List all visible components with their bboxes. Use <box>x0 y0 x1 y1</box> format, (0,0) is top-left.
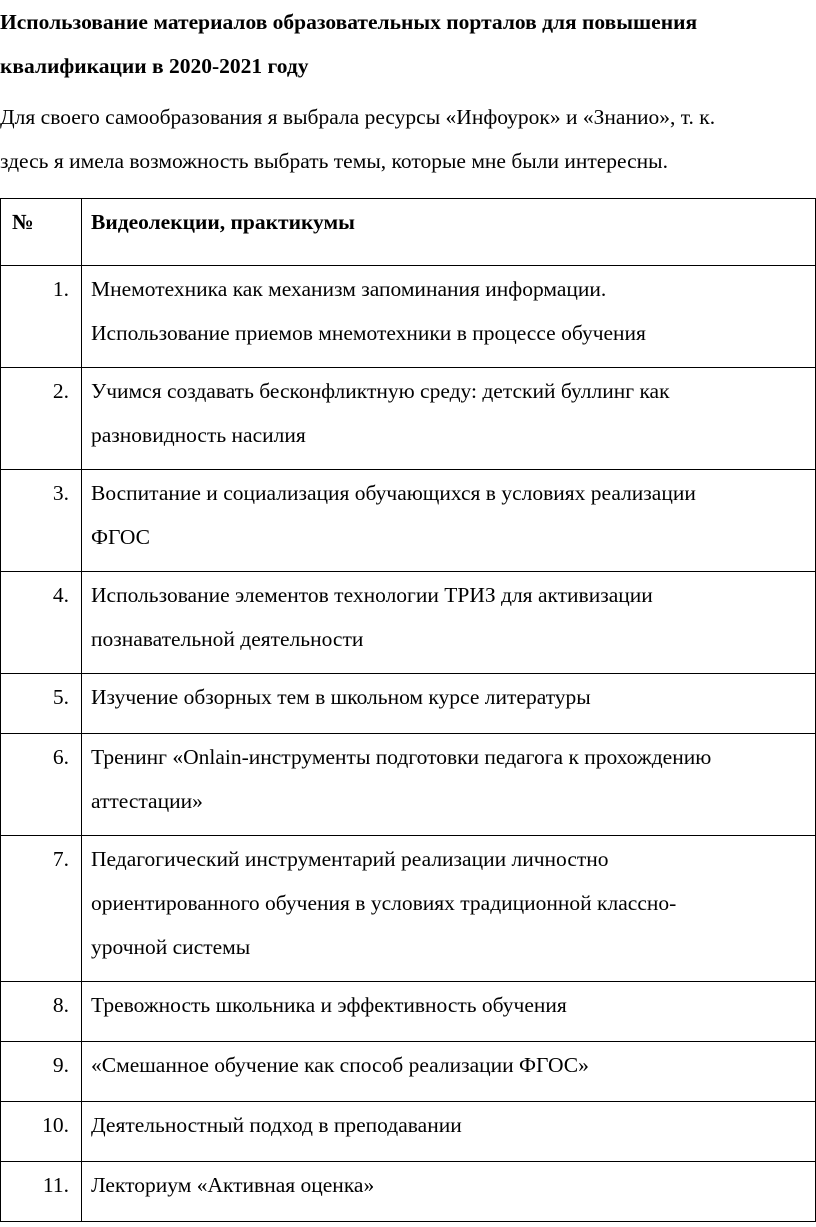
header-topic-cell <box>82 199 816 266</box>
table-row <box>1 572 816 674</box>
row-num-text: 9. <box>52 1053 69 1077</box>
topic-line: урочной системы <box>91 935 251 959</box>
topic-line: Педагогический инструментарий реализации личностно <box>91 847 609 871</box>
topic-line: ориентированного обучения в условиях традиционной классно- <box>91 891 677 915</box>
topic-line: ФГОС <box>91 525 151 549</box>
row-num-text: 4. <box>52 583 69 607</box>
table-row <box>1 368 816 470</box>
row-topic <box>82 266 816 368</box>
row-num <box>1 982 82 1042</box>
row-topic <box>82 1042 816 1102</box>
table-row <box>1 1042 816 1102</box>
row-num <box>1 1102 82 1162</box>
table-row <box>1 1162 816 1222</box>
lessons-table <box>0 198 816 1222</box>
document-title <box>0 0 816 88</box>
topic-line: Использование элементов технологии ТРИЗ для активизации <box>91 583 653 607</box>
table-row <box>1 1102 816 1162</box>
row-num-text: 7. <box>52 847 69 871</box>
table-row <box>1 470 816 572</box>
row-topic <box>82 470 816 572</box>
title-line: квалификации в 2020-2021 году <box>0 54 309 78</box>
table-row <box>1 734 816 836</box>
row-num-text: 8. <box>52 993 69 1017</box>
row-num-text: 2. <box>52 379 69 403</box>
row-num-text: 11. <box>42 1173 69 1197</box>
row-topic <box>82 1162 816 1222</box>
row-topic <box>82 836 816 982</box>
header-num: № <box>12 210 34 234</box>
row-topic <box>82 734 816 836</box>
topic-line: познавательной деятельности <box>91 627 364 651</box>
topic-line: Воспитание и социализация обучающихся в условиях реализации <box>91 481 696 505</box>
row-num <box>1 836 82 982</box>
table-header-row <box>1 199 816 266</box>
row-num-text: 5. <box>52 685 69 709</box>
topic-line: Учимся создавать бесконфликтную среду: детский буллинг как <box>91 379 670 403</box>
row-num <box>1 674 82 734</box>
intro-line: Для своего самообразования я выбрала ресурсы «Инфоурок» и «Знанио», т. к. <box>0 105 716 129</box>
row-topic <box>82 572 816 674</box>
header-topic: Видеолекции, практикумы <box>91 210 355 234</box>
row-num-text: 1. <box>52 277 69 301</box>
topic-line: Деятельностный подход в преподавании <box>91 1113 462 1137</box>
topic-line: Лекториум «Активная оценка» <box>91 1173 375 1197</box>
row-topic <box>82 1102 816 1162</box>
topic-line: Мнемотехника как механизм запоминания информации. <box>91 277 607 301</box>
topic-line: Использование приемов мнемотехники в процессе обучения <box>91 321 646 345</box>
topic-line: аттестации» <box>91 789 203 813</box>
intro-line: здесь я имела возможность выбрать темы, которые мне были интересны. <box>0 149 668 173</box>
topic-line: Тревожность школьника и эффективность обучения <box>91 993 567 1017</box>
topic-line: Изучение обзорных тем в школьном курсе литературы <box>91 685 591 709</box>
row-num-text: 10. <box>42 1113 69 1137</box>
table-row <box>1 266 816 368</box>
topic-line: «Смешанное обучение как способ реализации ФГОС» <box>91 1053 589 1077</box>
intro-paragraph <box>0 95 816 183</box>
topic-line: разновидность насилия <box>91 423 306 447</box>
row-num <box>1 1162 82 1222</box>
row-num <box>1 470 82 572</box>
row-topic <box>82 982 816 1042</box>
row-num <box>1 266 82 368</box>
row-num <box>1 734 82 836</box>
row-num <box>1 572 82 674</box>
row-num <box>1 368 82 470</box>
row-topic <box>82 368 816 470</box>
table-row <box>1 836 816 982</box>
table-row <box>1 674 816 734</box>
row-num-text: 6. <box>52 745 69 769</box>
row-num-text: 3. <box>52 481 69 505</box>
row-num <box>1 1042 82 1102</box>
row-topic <box>82 674 816 734</box>
topic-line: Тренинг «Onlain-инструменты подготовки педагога к прохождению <box>91 745 712 769</box>
table-row <box>1 982 816 1042</box>
title-line: Использование материалов образовательных порталов для повышения <box>0 10 698 34</box>
header-num-cell <box>1 199 82 266</box>
